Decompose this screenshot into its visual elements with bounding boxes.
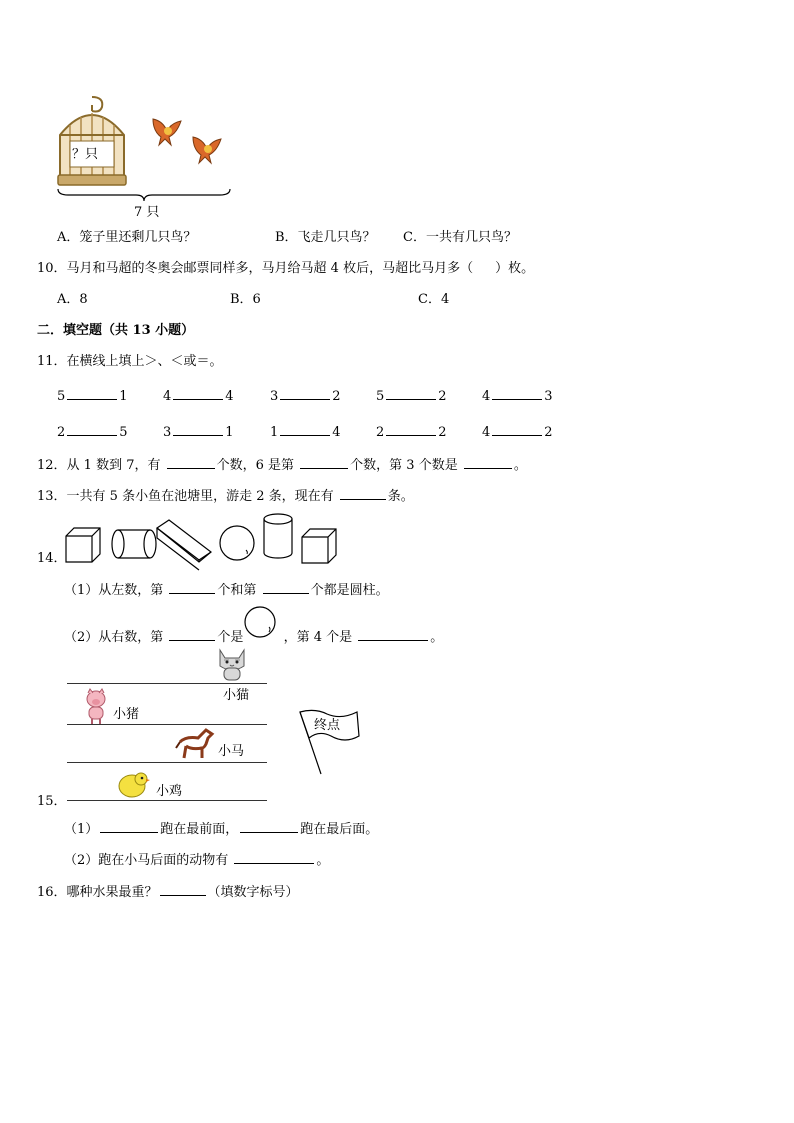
compare-item: 4 4: [163, 389, 234, 404]
q9-option-a[interactable]: A．笼子里还剩几只鸟？: [57, 230, 197, 245]
compare-blank[interactable]: [173, 387, 223, 400]
q10-option-b[interactable]: B．6: [230, 292, 261, 307]
track-line: [67, 800, 267, 801]
rectangular-prism-icon: [155, 518, 213, 564]
q15-sub-1: （1） 跑在最前面， 跑在最后面。: [64, 822, 379, 837]
q14-number: 14．: [37, 551, 67, 566]
q11-stem: 11．在横线上填上＞、＜或＝。: [37, 354, 223, 369]
chick-label: 小鸡: [156, 784, 183, 799]
track-line: [67, 683, 267, 684]
horse-icon: [176, 728, 216, 760]
track-line: [67, 762, 267, 763]
q10-stem-b: ）枚。: [495, 261, 535, 276]
q14-sub-2: （2）从右数，第 个是 ，第 4 个是 。: [64, 630, 444, 645]
compare-item: 2 2: [376, 425, 447, 440]
q12-blank-2[interactable]: [300, 456, 348, 469]
compare-blank[interactable]: [492, 423, 542, 436]
compare-item: 5 2: [376, 389, 447, 404]
compare-item: 1 4: [270, 425, 341, 440]
compare-item: 3 2: [270, 389, 341, 404]
q12-blank-3[interactable]: [464, 456, 512, 469]
total-brace-icon: [56, 187, 232, 203]
q10-stem: [37, 261, 534, 277]
cube-icon: [300, 525, 340, 565]
q14-blank-3[interactable]: [169, 628, 215, 641]
compare-item: 3 1: [163, 425, 234, 440]
compare-item: 4 3: [482, 389, 553, 404]
cube-icon: [64, 524, 104, 564]
pig-icon: [83, 689, 109, 725]
compare-item: 4 2: [482, 425, 553, 440]
pig-label: 小猪: [113, 707, 140, 722]
q13-stem: 13．一共有 5 条小鱼在池塘里，游走 2 条，现在有 条。: [37, 489, 414, 504]
q9-option-b[interactable]: B．飞走几只鸟？: [275, 230, 376, 245]
bird-cage-icon: [52, 95, 132, 195]
q10-stem-a: 10．马月和马超的冬奥会邮票同样多，马月给马超 4 枚后，马超比马月多（: [37, 261, 474, 276]
compare-blank[interactable]: [386, 387, 436, 400]
q15-number: 15．: [37, 794, 67, 809]
compare-blank[interactable]: [173, 423, 223, 436]
flying-bird-icon: [187, 131, 227, 167]
q10-option-c[interactable]: C．4: [418, 292, 450, 307]
finish-flag-icon: [297, 706, 363, 776]
compare-item: 5 1: [57, 389, 128, 404]
q12-blank-1[interactable]: [167, 456, 215, 469]
q14-blank-1[interactable]: [169, 581, 215, 594]
q13-blank[interactable]: [340, 487, 386, 500]
q10-option-a[interactable]: A．8: [57, 292, 88, 307]
chick-icon: [117, 770, 151, 800]
flying-bird-icon: [147, 113, 187, 149]
cage-label: ？只: [72, 147, 99, 162]
q16-blank[interactable]: [160, 883, 206, 896]
horse-label: 小马: [218, 744, 245, 759]
compare-blank[interactable]: [67, 423, 117, 436]
q14-blank-4[interactable]: [358, 628, 428, 641]
cylinder-lying-icon: [110, 526, 160, 562]
q15-sub-2: （2）跑在小马后面的动物有 。: [64, 853, 330, 868]
q12-stem: 12．从 1 数到 7，有 个数，6 是第 个数，第 3 个数是 。: [37, 458, 527, 473]
flag-label: 终点: [314, 718, 341, 733]
cat-icon: [216, 646, 248, 682]
compare-blank[interactable]: [280, 423, 330, 436]
sphere-inline-shape: [244, 605, 280, 641]
sphere-icon: [219, 523, 259, 563]
q16-stem: 16．哪种水果最重？ （填数字标号）: [37, 885, 299, 900]
cat-label: 小猫: [223, 688, 250, 703]
cylinder-standing-icon: [261, 513, 297, 561]
q9-option-c[interactable]: C．一共有几只鸟？: [403, 230, 517, 245]
total-label: 7 只: [134, 205, 160, 220]
section-title: 二．填空题（共 13 小题）: [37, 323, 195, 338]
q14-blank-2[interactable]: [263, 581, 309, 594]
compare-blank[interactable]: [280, 387, 330, 400]
compare-blank[interactable]: [386, 423, 436, 436]
q14-sub-1: （1）从左数，第 个和第 个都是圆柱。: [64, 583, 389, 598]
q15-blank-3[interactable]: [234, 851, 314, 864]
compare-item: 2 5: [57, 425, 128, 440]
compare-blank[interactable]: [492, 387, 542, 400]
q15-blank-1[interactable]: [100, 820, 158, 833]
q15-blank-2[interactable]: [240, 820, 298, 833]
compare-blank[interactable]: [67, 387, 117, 400]
